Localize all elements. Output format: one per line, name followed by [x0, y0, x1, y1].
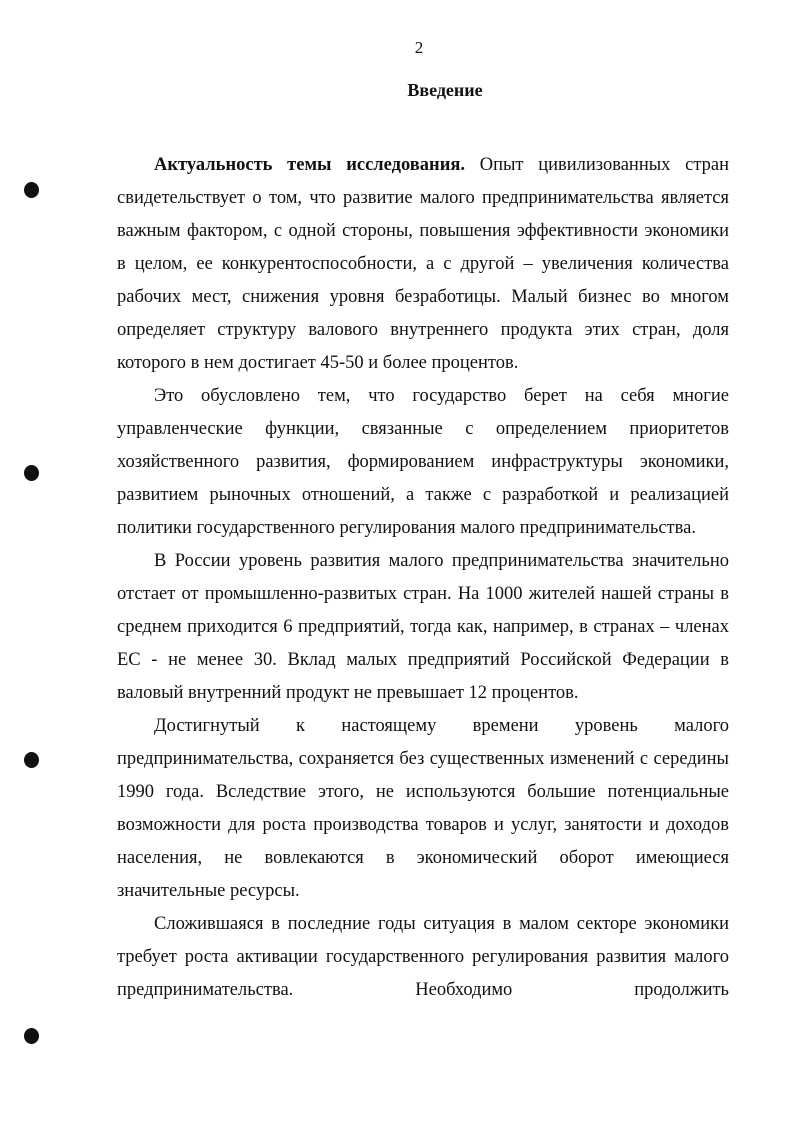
paragraph-current-level: Достигнутый к настоящему времени уровень малого предпринимательства, сохраняется без существенных изменений с середины 1990 года. Вследствие этого, не используются большие потенциальные возможности для роста производства товаров и услуг, занятости и доходов населения, не вовлекаются в экономический оборот имеющиеся значительные ресурсы.: [117, 716, 729, 901]
paragraph-situation: Сложившаяся в последние годы ситуация в малом секторе экономики требует роста активации государственного регулирования развития малого предпринимательства. Необходимо продолжить: [117, 914, 729, 1000]
paragraph-relevance: [117, 149, 729, 380]
page-heading: Введение: [407, 80, 483, 100]
binder-hole-icon: [24, 1028, 39, 1044]
binder-hole-icon: [24, 465, 39, 481]
paragraph-state-role: Это обусловлено тем, что государство берет на себя многие управленческие функции, связанные с определением приоритетов хозяйственного развития, формированием инфраструктуры экономики, развитием рыночных отношений, а также с разработкой и реализацией политики государственного регулирования малого предпринимательства.: [117, 386, 729, 538]
binder-hole-icon: [24, 752, 39, 768]
paragraph-lead-phrase: Актуальность темы исследования.: [154, 155, 465, 175]
paragraph-russia-level: В России уровень развития малого предпринимательства значительно отстает от промышленно-развитых стран. На 1000 жителей нашей страны в среднем приходится 6 предприятий, тогда как, например, в странах – членах ЕС - не менее 30. Вклад малых предприятий Российской Федерации в валовый внутренний продукт не превышает 12 процентов.: [117, 551, 729, 703]
binder-hole-icon: [24, 182, 39, 198]
paragraph-text: Опыт цивилизованных стран свидетельствует о том, что развитие малого предпринимательства является важным фактором, с одной стороны, повышения эффективности экономики в целом, ее конкурентоспособности, а с другой – увеличения количества рабочих мест, снижения уровня безработицы. Малый бизнес во многом определяет структуру валового внутреннего продукта этих стран, доля которого в нем достигает 45-50 и более процентов.: [117, 155, 729, 373]
page-number: 2: [414, 38, 424, 57]
body-text: [117, 149, 729, 1007]
